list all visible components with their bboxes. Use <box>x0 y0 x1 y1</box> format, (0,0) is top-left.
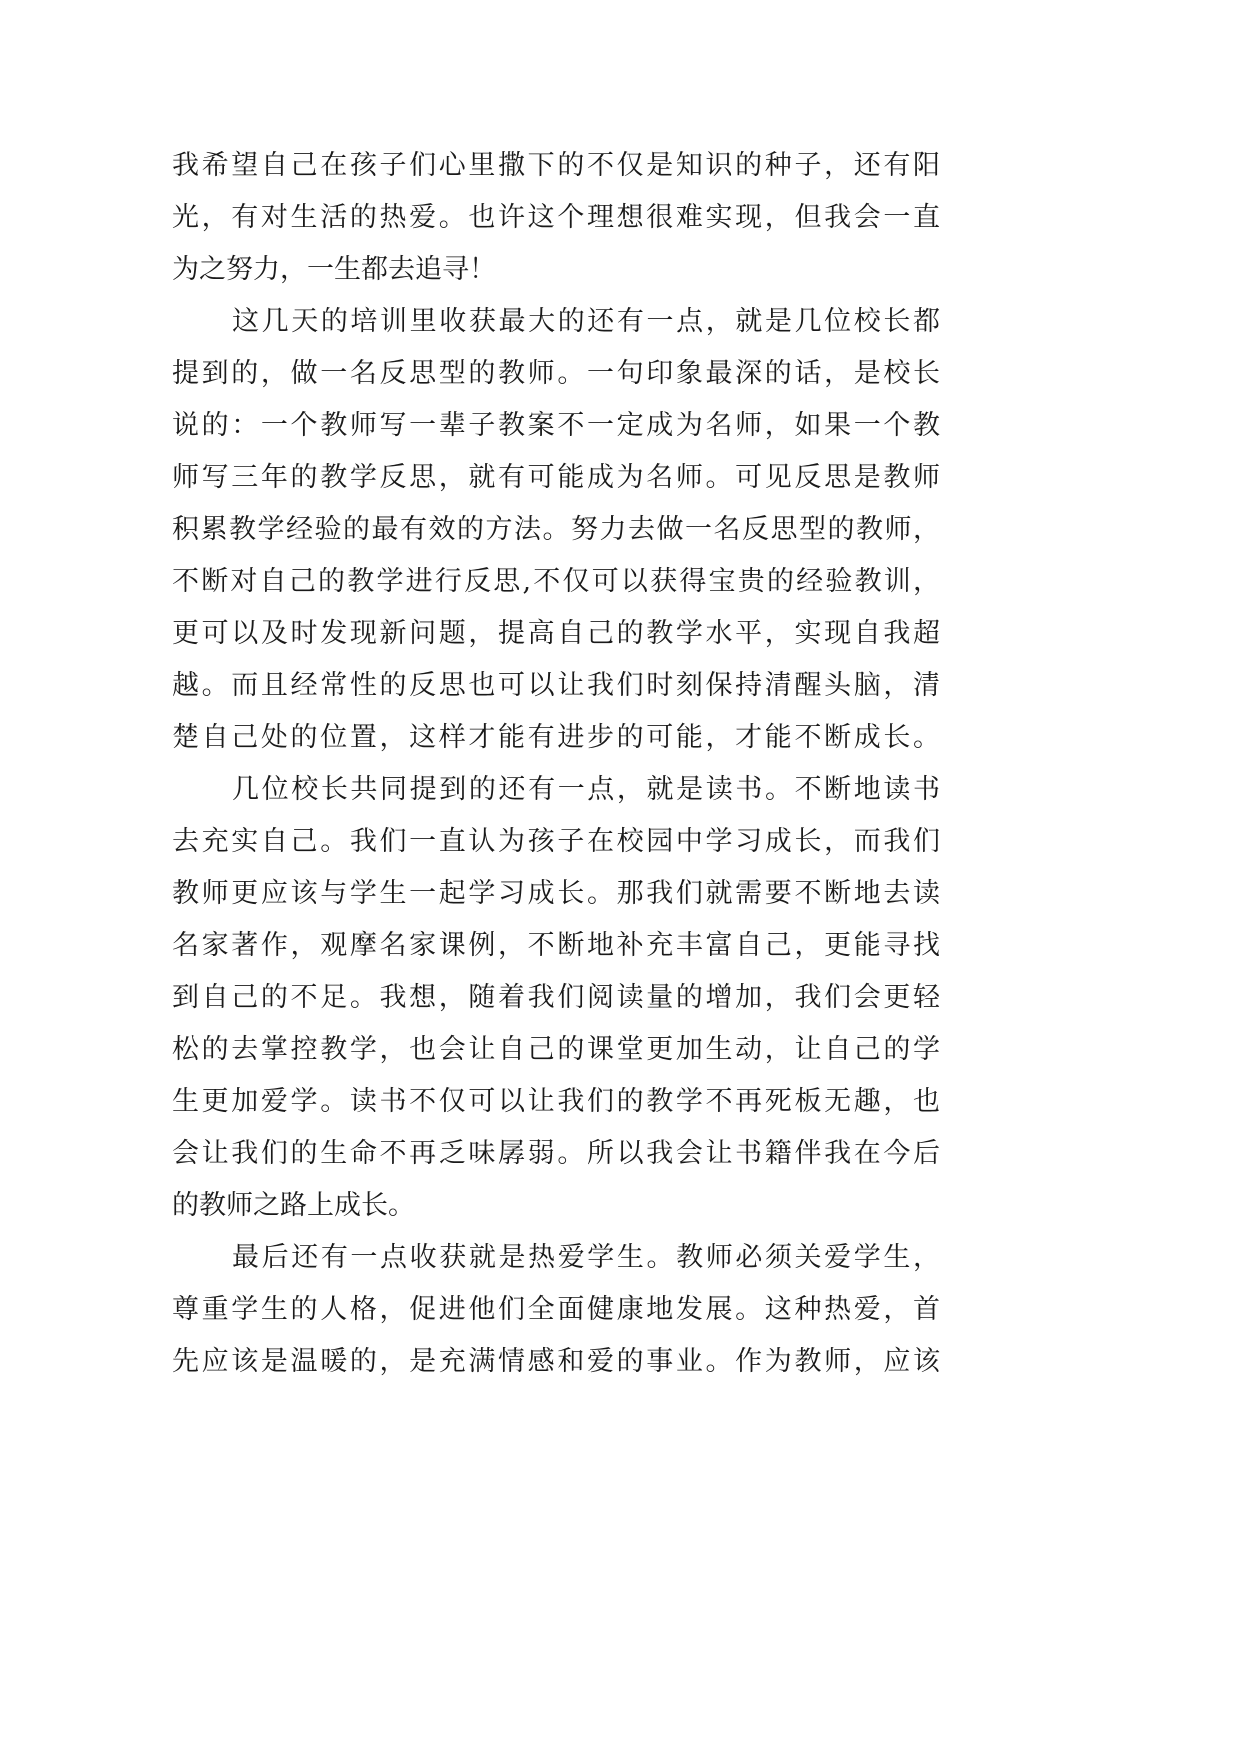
text-line: 松的去掌控教学，也会让自己的课堂更加生动，让自己的学 <box>172 1034 940 1065</box>
text-line: 师写三年的教学反思，就有可能成为名师。可见反思是教师 <box>172 462 940 493</box>
text-line: 我希望自己在孩子们心里撒下的不仅是知识的种子，还有阳 <box>172 150 940 181</box>
text-line: 更可以及时发现新问题，提高自己的教学水平，实现自我超 <box>172 618 940 649</box>
text-line: 去充实自己。我们一直认为孩子在校园中学习成长，而我们 <box>172 826 940 857</box>
text-line: 提到的，做一名反思型的教师。一句印象最深的话，是校长 <box>172 358 940 389</box>
text-line: 的教师之路上成长。 <box>172 1190 415 1221</box>
text-line: 光，有对生活的热爱。也许这个理想很难实现，但我会一直 <box>172 202 940 233</box>
text-line: 积累教学经验的最有效的方法。努力去做一名反思型的教师， <box>172 514 940 545</box>
text-line: 到自己的不足。我想，随着我们阅读量的增加，我们会更轻 <box>172 982 940 1013</box>
text-line: 尊重学生的人格，促进他们全面健康地发展。这种热爱，首 <box>172 1294 940 1325</box>
text-line: 楚自己处的位置，这样才能有进步的可能，才能不断成长。 <box>172 722 940 753</box>
text-line: 生更加爱学。读书不仅可以让我们的教学不再死板无趣，也 <box>172 1086 940 1117</box>
text-line: 名家著作，观摩名家课例，不断地补充丰富自己，更能寻找 <box>172 930 940 961</box>
text-line: 说的：一个教师写一辈子教案不一定成为名师，如果一个教 <box>172 410 940 441</box>
paragraph <box>172 140 940 296</box>
text-line: 为之努力，一生都去追寻！ <box>172 254 496 285</box>
text-line: 不断对自己的教学进行反思,不仅可以获得宝贵的经验教训， <box>172 566 940 597</box>
text-line: 先应该是温暖的，是充满情感和爱的事业。作为教师，应该 <box>172 1346 940 1377</box>
text-line: 几位校长共同提到的还有一点，就是读书。不断地读书 <box>232 774 940 805</box>
text-line: 会让我们的生命不再乏味孱弱。所以我会让书籍伴我在今后 <box>172 1138 940 1169</box>
paragraph <box>172 764 940 1232</box>
paragraph <box>172 296 940 764</box>
paragraph <box>172 1232 940 1388</box>
document-body <box>172 140 940 1388</box>
text-line: 最后还有一点收获就是热爱学生。教师必须关爱学生， <box>232 1242 940 1273</box>
text-line: 教师更应该与学生一起学习成长。那我们就需要不断地去读 <box>172 878 940 909</box>
text-line: 越。而且经常性的反思也可以让我们时刻保持清醒头脑，清 <box>172 670 940 701</box>
text-line: 这几天的培训里收获最大的还有一点，就是几位校长都 <box>232 306 940 337</box>
